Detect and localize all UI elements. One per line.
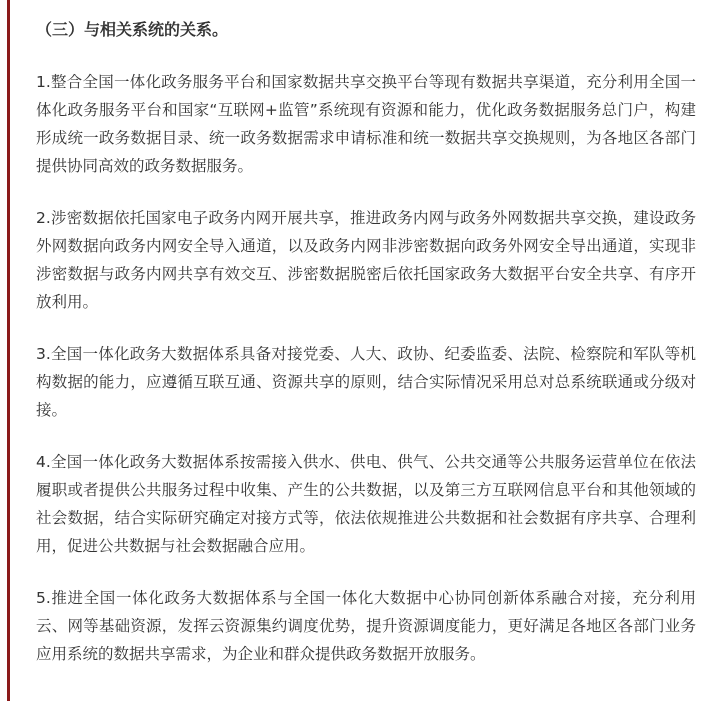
- paragraph-3: 3.全国一体化政务大数据体系具备对接党委、人大、政协、纪委监委、法院、检察院和军队等机构数据的能力，应遵循互联互通、资源共享的原则，结合实际情况采用总对总系统联通或分级对接。: [36, 345, 696, 419]
- paragraph-5: 5.推进全国一体化政务大数据体系与全国一体化大数据中心协同创新体系融合对接，充分利用云、网等基础资源，发挥云资源集约调度优势，提升资源调度能力，更好满足各地区各部门业务应用系统的数据共享需求，为企业和群众提供政务数据开放服务。: [36, 589, 696, 663]
- left-accent-bar: [7, 0, 10, 701]
- paragraph-1: 1.整合全国一体化政务服务平台和国家数据共享交换平台等现有数据共享渠道，充分利用全国一体化政务服务平台和国家“互联网+监管”系统现有资源和能力，优化政务数据服务总门户，构建形成统一政务数据目录、统一政务数据需求申请标准和统一数据共享交换规则，为各地区各部门提供协同高效的政务数据服务。: [36, 73, 696, 175]
- section-title: （三）与相关系统的关系。: [36, 20, 229, 39]
- paragraph-2: 2.涉密数据依托国家电子政务内网开展共享，推进政务内网与政务外网数据共享交换，建设政务外网数据向政务内网安全导入通道，以及政务内网非涉密数据向政务外网安全导出通道，实现非涉密数据与政务内网共享有效交互、涉密数据脱密后依托国家政务大数据平台安全共享、有序开放利用。: [36, 209, 696, 311]
- paragraph-4: 4.全国一体化政务大数据体系按需接入供水、供电、供气、公共交通等公共服务运营单位在依法履职或者提供公共服务过程中收集、产生的公共数据，以及第三方互联网信息平台和其他领域的社会数据，结合实际研究确定对接方式等，依法依规推进公共数据和社会数据有序共享、合理利用，促进公共数据与社会数据融合应用。: [36, 453, 696, 555]
- article-body: [36, 16, 696, 692]
